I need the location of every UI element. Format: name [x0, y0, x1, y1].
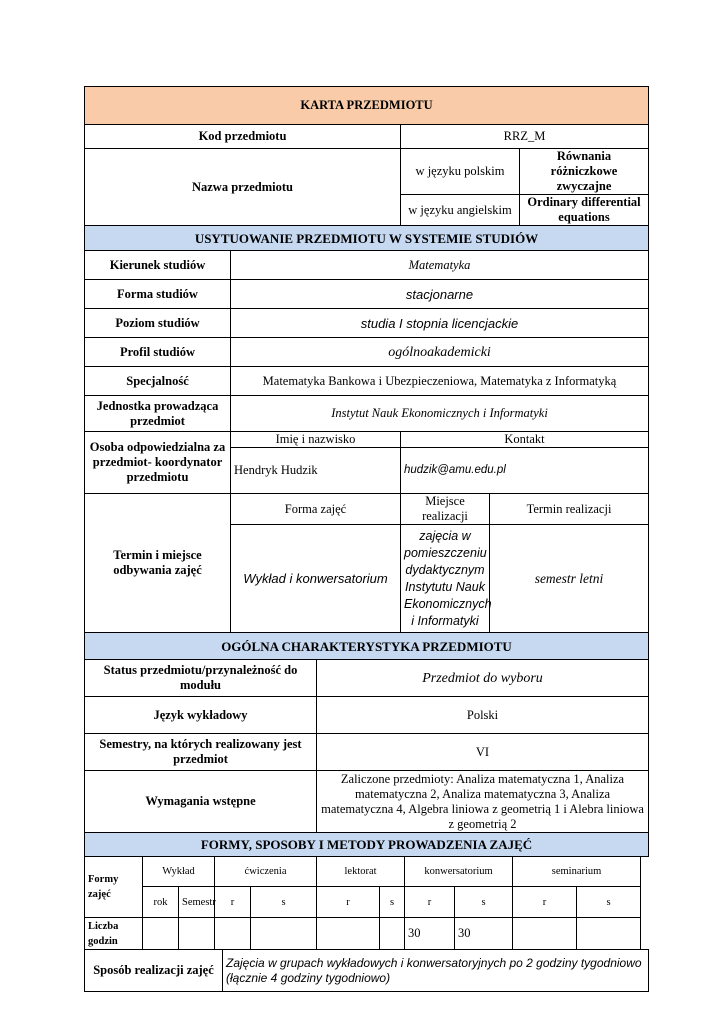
termin-forma: Wykład i konwersatorium	[231, 525, 401, 633]
hours-cell	[179, 918, 215, 950]
jednostka-label: Jednostka prowadząca przedmiot	[85, 396, 231, 432]
kod-label: Kod przedmiotu	[85, 125, 401, 149]
formy-sub: s	[251, 887, 317, 918]
formy-sub: Semestr	[179, 887, 215, 918]
jednostka-value: Instytut Nauk Ekonomicznych i Informatyki	[231, 396, 649, 432]
poziom-label: Poziom studiów	[85, 309, 231, 338]
termin-header-miejsce: Miejsce realizacji	[401, 494, 490, 525]
termin-header-termin: Termin realizacji	[490, 494, 649, 525]
course-card	[84, 86, 648, 992]
formy-type-konwersatorium: konwersatorium	[405, 857, 513, 887]
card-table-top	[84, 86, 649, 633]
wymagania-value: Zaliczone przedmioty: Analiza matematyczna 1, Analiza matematyczna 2, Analiza matematyczna 3, Analiza matematyczna 4, Algebra liniowa z geometrią 1 i Alebra liniowa z geometrią 2	[317, 771, 649, 833]
specjalnosc-label: Specjalność	[85, 367, 231, 396]
formy-sub: r	[317, 887, 380, 918]
termin-termin: semestr letni	[490, 525, 649, 633]
formy-label: Formy zajęć	[85, 857, 143, 918]
hours-cell	[577, 918, 641, 950]
sposob-label: Sposób realizacji zajęć	[85, 950, 223, 992]
nazwa-en-label: w języku angielskim	[401, 195, 520, 226]
profil-label: Profil studiów	[85, 338, 231, 367]
profil-value: ogólnoakademicki	[231, 338, 649, 367]
card-table-general	[84, 632, 649, 857]
osoba-label: Osoba odpowiedzialna za przedmiot- koordynator przedmiotu	[85, 432, 231, 494]
jezyk-label: Język wykładowy	[85, 697, 317, 734]
nazwa-en-value: Ordinary differential equations	[520, 195, 649, 226]
hours-cell	[513, 918, 577, 950]
formy-type-wyklad: Wykład	[143, 857, 215, 887]
wymagania-label: Wymagania wstępne	[85, 771, 317, 833]
formy-sub: r	[215, 887, 251, 918]
status-value: Przedmiot do wyboru	[317, 660, 649, 697]
section-ogolna: OGÓLNA CHARAKTERYSTYKA PRZEDMIOTU	[85, 633, 649, 660]
nazwa-pl-value: Równania różniczkowe zwyczajne	[520, 149, 649, 195]
semestry-value: VI	[317, 734, 649, 771]
termin-header-forma: Forma zajęć	[231, 494, 401, 525]
status-label: Status przedmiotu/przynależność do modułu	[85, 660, 317, 697]
jezyk-value: Polski	[317, 697, 649, 734]
formy-sub: rok	[143, 887, 179, 918]
formy-sub: r	[513, 887, 577, 918]
osoba-contact: hudzik@amu.edu.pl	[401, 448, 649, 494]
termin-label: Termin i miejsce odbywania zajęć	[85, 494, 231, 633]
semestry-label: Semestry, na których realizowany jest przedmiot	[85, 734, 317, 771]
formy-sub: r	[405, 887, 455, 918]
kierunek-label: Kierunek studiów	[85, 251, 231, 280]
hours-cell: 30	[405, 918, 455, 950]
sposob-table	[84, 949, 649, 992]
hours-cell	[317, 918, 380, 950]
sposob-value: Zajęcia w grupach wykładowych i konwersatoryjnych po 2 godziny tygodniowo (łącznie 4 godziny tygodniowo)	[223, 950, 649, 992]
formy-type-seminarium: seminarium	[513, 857, 641, 887]
termin-miejsce: zajęcia w pomieszczeniu dydaktycznym Instytutu Nauk Ekonomicznych i Informatyki	[401, 525, 490, 633]
kierunek-value: Matematyka	[231, 251, 649, 280]
nazwa-label: Nazwa przedmiotu	[85, 149, 401, 226]
hours-cell: 30	[455, 918, 513, 950]
section-formy: FORMY, SPOSOBY I METODY PROWADZENIA ZAJĘĆ	[85, 833, 649, 857]
hours-cell	[380, 918, 405, 950]
poziom-value: studia I stopnia licencjackie	[231, 309, 649, 338]
hours-cell	[215, 918, 251, 950]
formy-sub: s	[380, 887, 405, 918]
forma-value: stacjonarne	[231, 280, 649, 309]
formy-type-lektorat: lektorat	[317, 857, 405, 887]
card-title: KARTA PRZEDMIOTU	[85, 87, 649, 125]
section-usytuowanie: USYTUOWANIE PRZEDMIOTU W SYSTEMIE STUDIÓW	[85, 226, 649, 251]
formy-sub: s	[455, 887, 513, 918]
formy-sub: s	[577, 887, 641, 918]
forma-label: Forma studiów	[85, 280, 231, 309]
hours-cell	[143, 918, 179, 950]
hours-label: Liczba godzin	[85, 918, 143, 950]
osoba-name: Hendryk Hudzik	[231, 448, 401, 494]
formy-type-cwiczenia: ćwiczenia	[215, 857, 317, 887]
osoba-contact-header: Kontakt	[401, 432, 649, 448]
formy-table	[84, 856, 641, 950]
hours-cell	[251, 918, 317, 950]
kod-value: RRZ_M	[401, 125, 649, 149]
osoba-name-header: Imię i nazwisko	[231, 432, 401, 448]
nazwa-pl-label: w języku polskim	[401, 149, 520, 195]
specjalnosc-value: Matematyka Bankowa i Ubezpieczeniowa, Matematyka z Informatyką	[231, 367, 649, 396]
